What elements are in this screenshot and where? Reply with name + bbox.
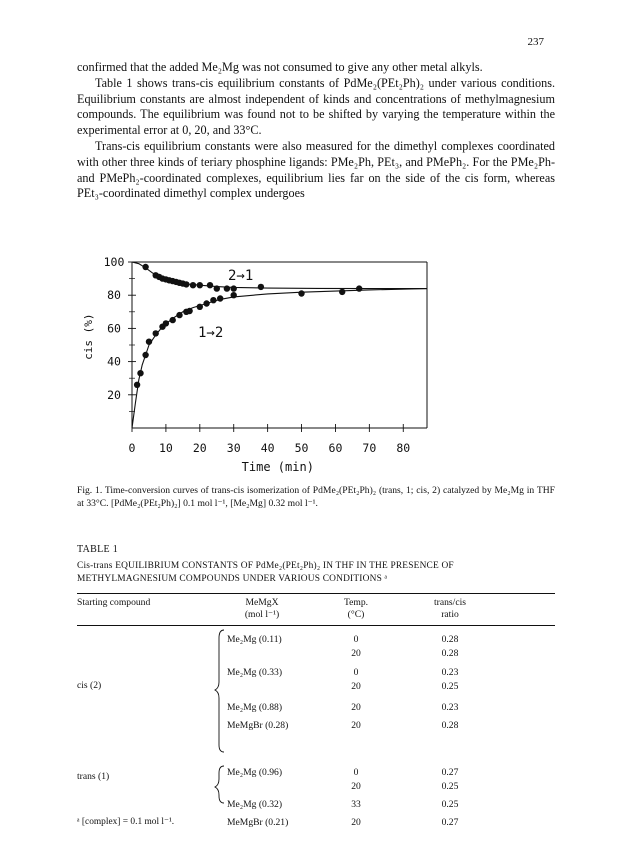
x-tick-label: 50 [294, 441, 309, 455]
x-tick-label: 20 [192, 441, 207, 455]
table-label: TABLE 1 [77, 544, 119, 555]
header-starting-compound: Starting compound [77, 597, 151, 608]
row-label-cis: cis (2) [77, 680, 102, 691]
ratio-cell: 0.28 [441, 720, 459, 731]
ratio-cell: 0.28 [441, 648, 459, 659]
table-footnote: ᵃ [complex] = 0.1 mol l⁻¹. [77, 817, 175, 827]
x-axis-label: Time (min) [241, 460, 314, 474]
x-tick-label: 80 [396, 441, 411, 455]
y-tick-label: 80 [107, 288, 121, 303]
ratio-cell: 0.25 [441, 781, 459, 792]
paragraph: Table 1 shows trans-cis equilibrium constants of PdMe₂(PEt₂Ph)₂ under various conditions. Equilibrium constants are almost independent of kinds and concentrations of methylmagnesium compounds. The equilibrium was found not to be shifted by varying the temperature within the experimental error at 0, 20, and 33°C. [77, 75, 555, 138]
reagent-cell: MeMgBr (0.28) [227, 720, 289, 731]
header-temp: Temp. (°C) [343, 597, 369, 620]
temp-cell: 20 [351, 781, 361, 792]
temp-cell: 20 [351, 681, 361, 692]
brace-trans [215, 766, 224, 841]
page-number: 237 [527, 36, 544, 48]
table-caption: Cis-trans EQUILIBRIUM CONSTANTS OF PdMe₂(PEt₂Ph)₂ IN THF IN THE PRESENCE OF METHYLMAGNESIUM COMPOUNDS UNDER VARIOUS CONDITIONS ᵃ [77, 561, 454, 584]
brace-trans [215, 766, 224, 836]
x-tick-label: 70 [362, 441, 377, 455]
ratio-cell: 0.23 [441, 702, 459, 713]
x-tick-label: 10 [158, 441, 173, 455]
y-axis-label: cis (%) [82, 313, 95, 360]
temp-cell: 20 [351, 720, 361, 731]
x-tick-label: 30 [226, 441, 241, 455]
temp-cell: 20 [351, 648, 361, 659]
y-tick-label: 60 [107, 321, 121, 336]
temp-cell: 0 [353, 767, 359, 778]
header-ratio: trans/cis ratio [434, 597, 466, 620]
brace-trans [215, 766, 224, 845]
ratio-cell: 0.25 [441, 681, 459, 692]
temp-cell: 20 [351, 702, 361, 713]
ratio-cell: 0.27 [441, 767, 459, 778]
series-label-2-1: 2→1 [228, 268, 254, 284]
reagent-cell: Me₂Mg (0.96) [227, 767, 283, 778]
reagent-cell: Me₂Mg (0.88) [227, 702, 283, 713]
reagent-cell: MeMgBr (0.21) [227, 817, 289, 828]
x-tick-label: 60 [328, 441, 343, 455]
temp-cell: 0 [353, 667, 359, 678]
ratio-cell: 0.28 [441, 634, 459, 645]
y-tick-label: 100 [103, 255, 125, 269]
row-label-trans: trans (1) [77, 771, 110, 782]
temp-cell: 20 [351, 817, 361, 828]
y-tick-label: 20 [107, 387, 121, 402]
ratio-cell: 0.23 [441, 667, 459, 678]
y-tick-label: 40 [107, 354, 121, 369]
ratio-cell: 0.27 [441, 817, 459, 828]
brace-cis [215, 630, 224, 752]
paragraph: Trans-cis equilibrium constants were also measured for the dimethyl complexes coordinated with other three kinds of teriary phosphine ligands: PMe₂Ph, PEt₃, and PMePh₂. For the PMe₂Ph- and PMePh₂-coordinated complexes, equilibrium lies far on the side of the cis form, whereas PEt₃-coordinated dimethyl complex undergoes [77, 138, 555, 201]
reagent-cell: Me₂Mg (0.11) [227, 634, 282, 645]
temp-cell: 33 [351, 799, 361, 810]
header-memgx: MeMgX (mol l⁻¹) [244, 597, 280, 620]
brace-trans [215, 766, 224, 848]
ratio-cell: 0.25 [441, 799, 459, 810]
series-label-1-2: 1→2 [198, 325, 224, 341]
paragraph: confirmed that the added Me₂Mg was not consumed to give any other metal alkyls. [77, 60, 483, 74]
x-tick-label: 0 [128, 441, 136, 455]
x-tick-label: 40 [260, 441, 275, 455]
brace-trans [215, 766, 224, 803]
figure-caption: Fig. 1. Time-conversion curves of trans-cis isomerization of PdMe₂(PEt₂Ph)₂ (trans, 1; cis, 2) catalyzed by Me₂Mg in THF at 33°C. [PdMe₂(PEt₂Ph)₂] 0.1 mol l⁻¹, [Me₂Mg] 0.32 mol l⁻¹. [77, 485, 555, 509]
temp-cell: 0 [353, 634, 359, 645]
reagent-cell: Me₂Mg (0.32) [227, 799, 283, 810]
reagent-cell: Me₂Mg (0.33) [227, 667, 283, 678]
